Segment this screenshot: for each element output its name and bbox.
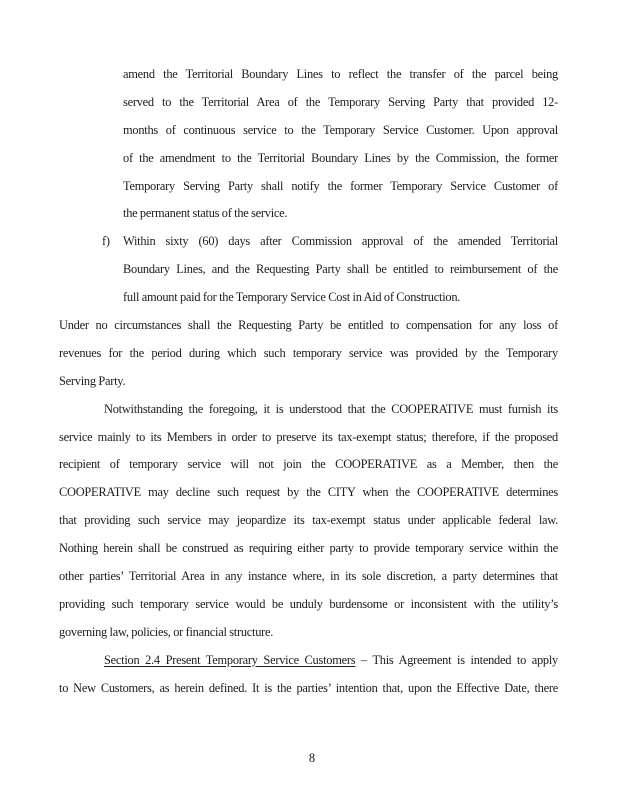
text-line: of the amendment to the Territorial Boundary Lines by the Commission, the former — [123, 150, 558, 165]
list-marker-f: f) — [102, 234, 110, 249]
text-line: Serving Party. — [59, 373, 126, 388]
text-line: other parties’ Territorial Area in any instance where, in its sole discretion, a party determines that — [59, 569, 558, 584]
text-line: recipient of temporary service will not join the COOPERATIVE as a Member, then the — [59, 457, 558, 472]
text-line: months of continuous service to the Temporary Service Customer. Upon approval — [123, 122, 558, 137]
text-line: Nothing herein shall be construed as requiring either party to provide temporary service within the — [59, 541, 558, 556]
text-line: revenues for the period during which such temporary service was provided by the Temporary — [59, 345, 558, 360]
text-line: full amount paid for the Temporary Service Cost in Aid of Construction. — [123, 290, 461, 305]
text-line — [59, 647, 558, 675]
text-line: Temporary Serving Party shall notify the former Temporary Service Customer of — [123, 178, 558, 193]
text-line: Boundary Lines, and the Requesting Party shall be entitled to reimbursement of the — [123, 262, 558, 277]
section-heading-suffix: – This Agreement is intended to apply — [355, 652, 558, 667]
text-line: to New Customers, as herein defined. It is the parties’ intention that, upon the Effective Date, there — [59, 680, 558, 695]
text-line: Under no circumstances shall the Requesting Party be entitled to compensation for any loss of — [59, 318, 558, 333]
text-column — [59, 61, 558, 702]
text-line: service mainly to its Members in order to preserve its tax-exempt status; therefore, if the proposed — [59, 429, 558, 444]
text-line: served to the Territorial Area of the Temporary Serving Party that provided 12- — [123, 94, 558, 109]
text-line: governing law, policies, or financial structure. — [59, 624, 274, 639]
text-line: Notwithstanding the foregoing, it is understood that the COOPERATIVE must furnish its — [104, 401, 558, 416]
list-item-text: Within sixty (60) days after Commission approval of the amended Territorial — [123, 234, 558, 249]
text-line — [59, 228, 558, 256]
text-line: COOPERATIVE may decline such request by the CITY when the COOPERATIVE determines — [59, 485, 558, 500]
text-line: that providing such service may jeopardize its tax-exempt status under applicable federal law. — [59, 513, 558, 528]
section-2-4-heading: Section 2.4 Present Temporary Service Customers — [104, 652, 356, 667]
page-number: 8 — [308, 751, 316, 765]
text-line: amend the Territorial Boundary Lines to reflect the transfer of the parcel being — [123, 67, 558, 81]
text-line: the permanent status of the service. — [123, 206, 288, 221]
text-line: providing such temporary service would be unduly burdensome or inconsistent with the utility’s — [59, 596, 558, 611]
